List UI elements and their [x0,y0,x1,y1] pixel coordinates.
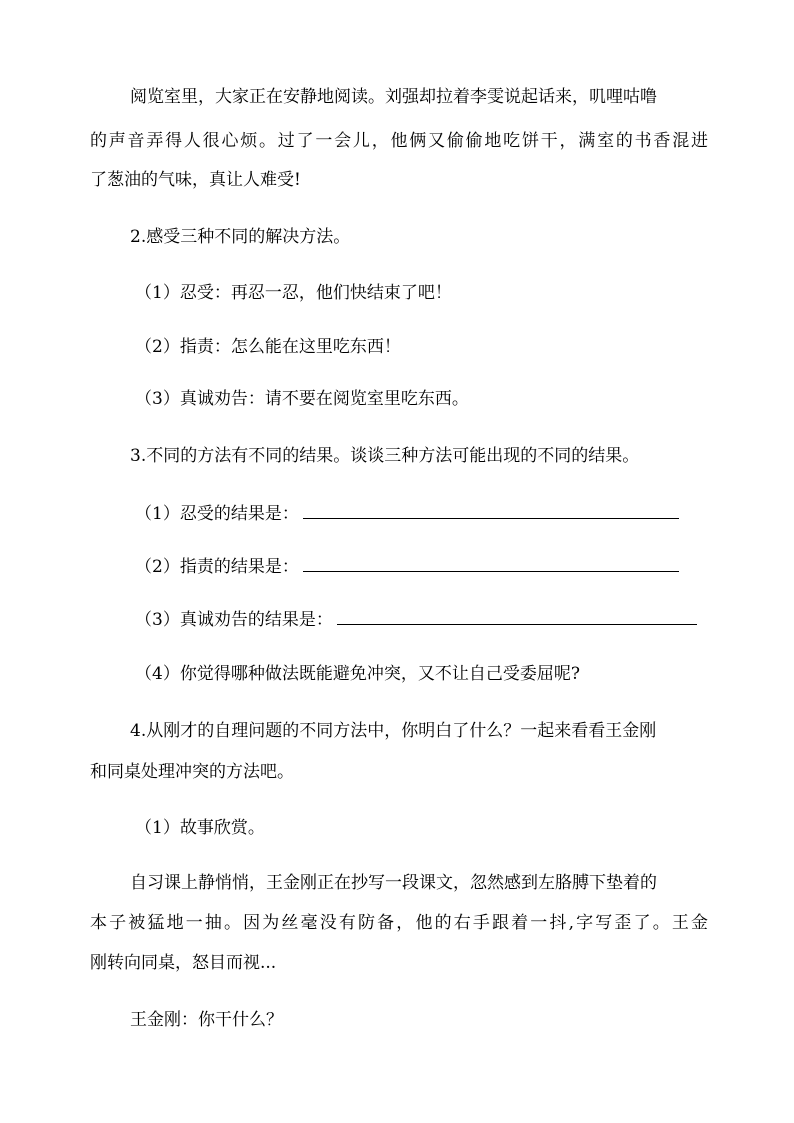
fill-in-label: （2）指责的结果是： [135,557,299,577]
story-line: 自习课上静悄悄，王金刚正在抄写一段课文，忽然感到左胳膊下垫着的 [130,873,657,893]
paragraph-line: 了葱油的气味，真让人难受! [90,170,301,190]
story-line: 本子被猛地一抽。因为丝毫没有防备，他的右手跟着一抖,字写歪了。王金 [90,913,708,933]
answer-blank[interactable] [337,606,697,625]
list-item: （1）忍受：再忍一忍，他们快结束了吧！ [135,283,452,303]
fill-in-item [135,553,679,580]
answer-blank[interactable] [303,553,679,572]
section-heading: 和同桌处理冲突的方法吧。 [90,762,294,782]
sub-item: （1）故事欣赏。 [135,818,265,838]
answer-blank[interactable] [303,500,679,519]
section-heading: 2.感受三种不同的解决方法。 [130,227,351,247]
paragraph-line: 阅览室里，大家正在安静地阅读。刘强却拉着李雯说起话来，叽哩咕噜 [130,87,657,107]
paragraph-line: 的声音弄得人很心烦。过了一会儿，他俩又偷偷地吃饼干，满室的书香混进 [90,131,708,151]
section-heading: 4.从刚才的自理问题的不同方法中，你明白了什么？一起来看看王金刚 [130,721,657,741]
fill-in-item [135,606,697,633]
fill-in-label: （1）忍受的结果是： [135,504,299,524]
fill-in-label: （3）真诚劝告的结果是： [135,610,333,630]
dialogue-line: 王金刚：你干什么？ [130,1010,283,1030]
story-line: 刚转向同桌，怒目而视... [90,953,277,973]
list-item: （2）指责：怎么能在这里吃东西！ [135,337,401,357]
list-item: （4）你觉得哪种做法既能避免冲突，又不让自己受委屈呢? [135,664,580,684]
fill-in-item [135,500,679,527]
section-heading: 3.不同的方法有不同的结果。谈谈三种方法可能出现的不同的结果。 [130,446,640,466]
list-item: （3）真诚劝告：请不要在阅览室里吃东西。 [135,389,469,409]
